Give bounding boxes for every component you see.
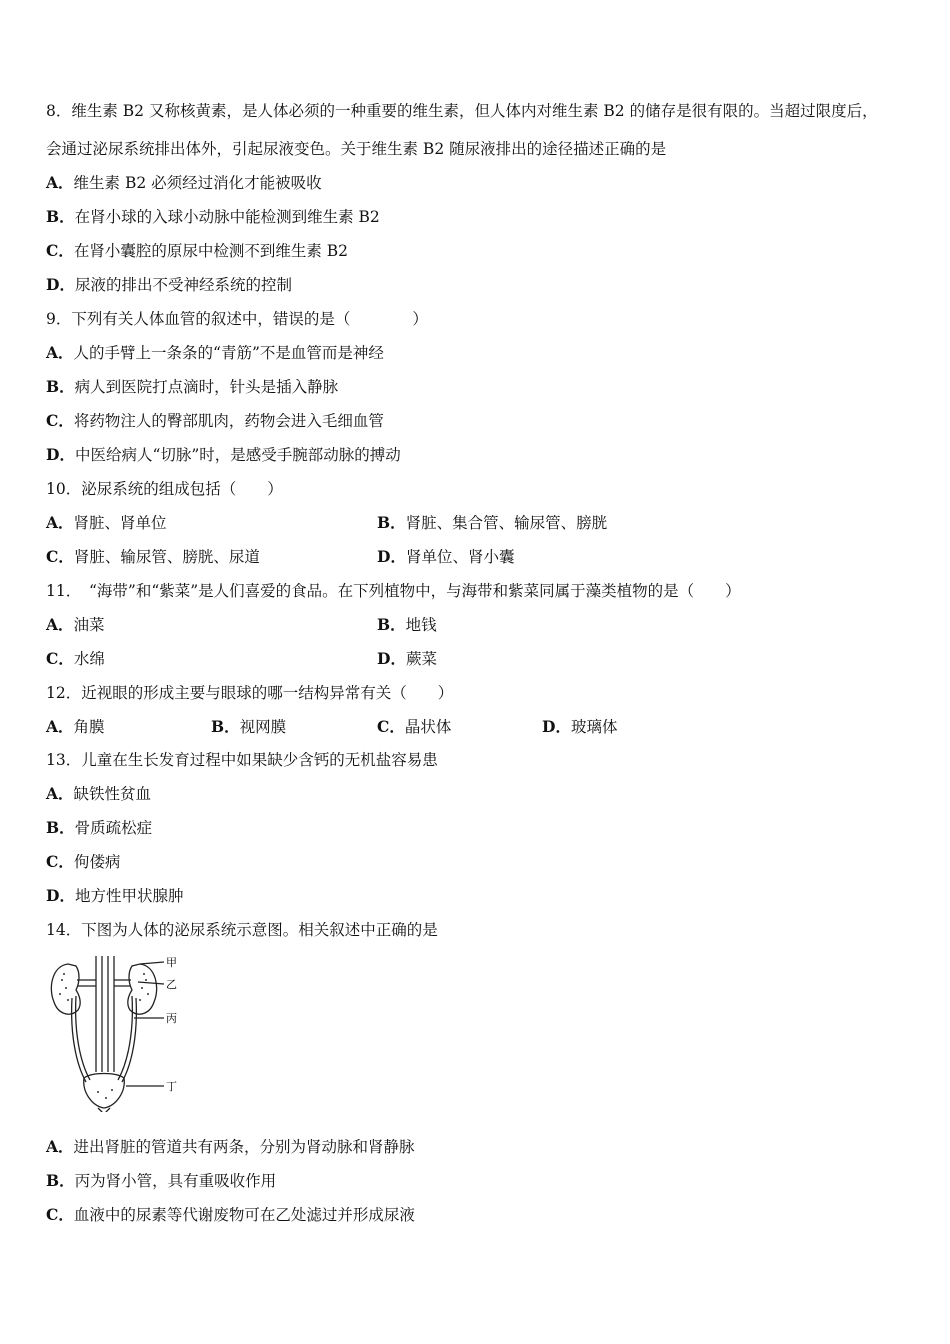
option-letter: A． bbox=[46, 343, 74, 362]
option-letter: D． bbox=[377, 649, 406, 668]
q12-stem: 12．近视眼的形成主要与眼球的哪一结构异常有关（ ） bbox=[46, 684, 454, 702]
option-letter: B． bbox=[46, 207, 75, 226]
option-letter: D． bbox=[46, 886, 75, 905]
q8-option-c bbox=[46, 241, 348, 261]
q13-stem: 13．儿童在生长发育过程中如果缺少含钙的无机盐容易患 bbox=[46, 751, 438, 769]
option-text: 丙为肾小管，具有重吸收作用 bbox=[74, 1172, 277, 1190]
q11-option-d bbox=[377, 649, 437, 669]
option-letter: D． bbox=[542, 717, 571, 736]
option-text: 缺铁性贫血 bbox=[73, 785, 152, 803]
option-letter: B． bbox=[46, 818, 75, 837]
q14-stem: 14．下图为人体的泌尿系统示意图。相关叙述中正确的是 bbox=[46, 921, 438, 939]
option-text: 肾脏、集合管、输尿管、膀胱 bbox=[405, 514, 608, 532]
option-text: 将药物注人的臀部肌肉，药物会进入毛细血管 bbox=[73, 412, 384, 430]
option-letter: B． bbox=[46, 1171, 75, 1190]
q10-option-b bbox=[377, 513, 607, 533]
q8-option-d bbox=[46, 275, 292, 295]
q11-option-c bbox=[46, 649, 105, 669]
option-letter: A． bbox=[46, 615, 74, 634]
q9-option-a bbox=[46, 343, 384, 363]
q10-option-d bbox=[377, 547, 514, 567]
option-text: 维生素 B2 必须经过消化才能被吸收 bbox=[73, 174, 322, 192]
option-text: 尿液的排出不受神经系统的控制 bbox=[74, 276, 292, 294]
q11-option-b bbox=[377, 615, 437, 635]
q9-option-d bbox=[46, 445, 401, 465]
label-jia: 甲 bbox=[166, 956, 177, 969]
option-letter: B． bbox=[377, 513, 406, 532]
q10-option-a bbox=[46, 513, 167, 533]
q13-option-b bbox=[46, 818, 152, 838]
option-letter: B． bbox=[211, 717, 240, 736]
option-text: 在肾小囊腔的原尿中检测不到维生素 B2 bbox=[73, 242, 349, 260]
option-letter: C． bbox=[46, 411, 74, 430]
option-letter: C． bbox=[46, 852, 74, 871]
label-ding: 丁 bbox=[166, 1080, 177, 1093]
option-text: 佝偻病 bbox=[73, 853, 121, 871]
option-text: 中医给病人“切脉”时，是感受手腕部动脉的搏动 bbox=[74, 446, 401, 464]
option-text: 蕨菜 bbox=[405, 650, 437, 668]
option-text: 骨质疏松症 bbox=[74, 819, 153, 837]
option-text: 人的手臂上一条条的“青筋”不是血管而是神经 bbox=[73, 344, 384, 362]
option-letter: C． bbox=[377, 717, 405, 736]
option-text: 角膜 bbox=[73, 718, 105, 736]
option-letter: A． bbox=[46, 1137, 74, 1156]
option-letter: D． bbox=[377, 547, 406, 566]
option-letter: B． bbox=[46, 377, 75, 396]
q14-option-a bbox=[46, 1137, 415, 1157]
q14-option-b bbox=[46, 1171, 276, 1191]
label-yi: 乙 bbox=[166, 978, 177, 991]
option-letter: A． bbox=[46, 513, 74, 532]
option-letter: A． bbox=[46, 784, 74, 803]
option-letter: D． bbox=[46, 275, 75, 294]
option-text: 玻璃体 bbox=[570, 718, 618, 736]
q13-option-d bbox=[46, 886, 183, 906]
urinary-system-figure bbox=[46, 952, 196, 1112]
q8-option-b bbox=[46, 207, 380, 227]
q12-option-b bbox=[211, 717, 286, 737]
option-text: 地钱 bbox=[405, 616, 437, 634]
left-ureter bbox=[76, 996, 90, 1080]
option-text: 晶状体 bbox=[404, 718, 452, 736]
q8-option-a bbox=[46, 173, 322, 193]
q9-option-c bbox=[46, 411, 384, 431]
option-text: 水绵 bbox=[73, 650, 105, 668]
option-letter: D． bbox=[46, 445, 75, 464]
option-text: 油菜 bbox=[73, 616, 105, 634]
q12-option-a bbox=[46, 717, 105, 737]
option-text: 肾脏、肾单位 bbox=[73, 514, 167, 532]
option-text: 血液中的尿素等代谢废物可在乙处滤过并形成尿液 bbox=[73, 1206, 415, 1224]
q8-stem-line1: 8．维生素 B2 又称核黄素，是人体必须的一种重要的维生素，但人体内对维生素 B2 的储存是很有限的。当超过限度后， bbox=[46, 102, 878, 120]
option-text: 地方性甲状腺肿 bbox=[74, 887, 184, 905]
option-letter: C． bbox=[46, 241, 74, 260]
q9-option-b bbox=[46, 377, 338, 397]
q10-stem: 10．泌尿系统的组成包括（ ） bbox=[46, 480, 283, 498]
q14-option-c bbox=[46, 1205, 415, 1225]
option-text: 进出肾脏的管道共有两条，分别为肾动脉和肾静脉 bbox=[73, 1138, 415, 1156]
option-letter: B． bbox=[377, 615, 406, 634]
option-letter: A． bbox=[46, 717, 74, 736]
urinary-system-diagram bbox=[46, 952, 196, 1112]
option-letter: C． bbox=[46, 547, 74, 566]
q12-option-d bbox=[542, 717, 617, 737]
q11-option-a bbox=[46, 615, 105, 635]
option-text: 肾脏、输尿管、膀胱、尿道 bbox=[73, 548, 260, 566]
option-text: 视网膜 bbox=[239, 718, 287, 736]
q10-option-c bbox=[46, 547, 260, 567]
q13-option-c bbox=[46, 852, 120, 872]
q9-stem: 9．下列有关人体血管的叙述中，错误的是（ ） bbox=[46, 310, 428, 328]
q13-option-a bbox=[46, 784, 151, 804]
q8-stem-line2: 会通过泌尿系统排出体外，引起尿液变色。关于维生素 B2 随尿液排出的途径描述正确的是 bbox=[46, 140, 667, 158]
option-text: 在肾小球的入球小动脉中能检测到维生素 B2 bbox=[74, 208, 380, 226]
q11-stem: 11． “海带”和“紫菜”是人们喜爱的食品。在下列植物中，与海带和紫菜同属于藻类植物的是（ ） bbox=[46, 582, 741, 600]
option-letter: A． bbox=[46, 173, 74, 192]
q12-option-c bbox=[377, 717, 451, 737]
right-ureter bbox=[118, 996, 132, 1080]
option-text: 病人到医院打点滴时，针头是插入静脉 bbox=[74, 378, 339, 396]
option-text: 肾单位、肾小囊 bbox=[405, 548, 515, 566]
option-letter: C． bbox=[46, 1205, 74, 1224]
label-bing: 丙 bbox=[166, 1012, 177, 1025]
option-letter: C． bbox=[46, 649, 74, 668]
